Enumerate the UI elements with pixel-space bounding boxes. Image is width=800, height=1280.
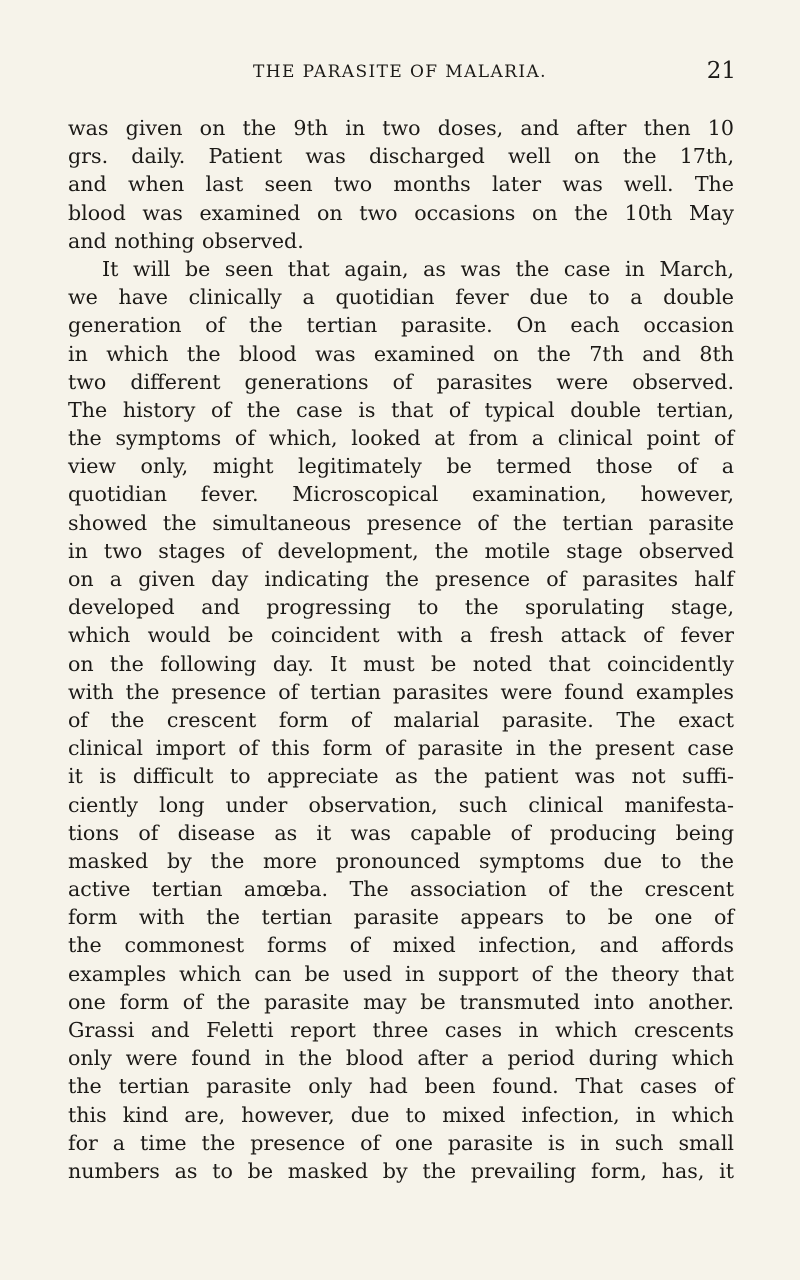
text-line: it is difficult to appreciate as the patient was not suffi-: [68, 764, 734, 789]
text-line: the commonest forms of mixed infection, and affords: [68, 933, 734, 958]
text-line: examples which can be used in support of the theory that: [68, 961, 734, 986]
text-line: the symptoms of which, looked at from a clinical point of: [68, 426, 734, 451]
text-line: Grassi and Feletti report three cases in which crescents: [68, 1018, 734, 1042]
text-line: quotidian fever. Microscopical examination, however,: [68, 482, 734, 507]
text-line: in two stages of development, the motile stage observed: [68, 538, 734, 563]
text-line: and when last seen two months later was well. The: [68, 172, 734, 197]
text-line: clinical import of this form of parasite in the present case: [68, 736, 734, 761]
text-line: developed and progressing to the sporulating stage,: [68, 595, 734, 620]
text-line: It will be seen that again, as was the case in March,: [102, 256, 734, 281]
text-line: ciently long under observation, such clinical manifesta-: [68, 792, 734, 817]
text-line: active tertian amœba. The association of the crescent: [68, 877, 734, 902]
text-line: generation of the tertian parasite. On each occasion: [68, 313, 734, 338]
text-line: on a given day indicating the presence of parasites half: [68, 567, 734, 591]
text-line: on the following day. It must be noted that coincidently: [68, 651, 734, 676]
text-line: two different generations of parasites were observed.: [68, 369, 734, 394]
text-line: with the presence of tertian parasites were found examples: [68, 679, 734, 704]
text-line: the tertian parasite only had been found. That cases of: [68, 1074, 734, 1099]
text-line: form with the tertian parasite appears to be one of: [68, 905, 734, 930]
text-line: blood was examined on two occasions on the 10th May: [68, 200, 734, 225]
text-line: we have clinically a quotidian fever due to a double: [68, 285, 734, 310]
text-line: this kind are, however, due to mixed infection, in which: [68, 1102, 734, 1127]
body-text: [68, 114, 734, 1185]
text-line: of the crescent form of malarial parasite. The exact: [68, 707, 734, 732]
text-line: and nothing observed.: [68, 228, 304, 253]
text-line: showed the simultaneous presence of the tertian parasite: [68, 510, 734, 535]
text-line: in which the blood was examined on the 7th and 8th: [68, 341, 734, 366]
text-line: The history of the case is that of typical double tertian,: [68, 397, 734, 422]
paragraph: [68, 114, 734, 255]
page-number: 21: [706, 58, 736, 84]
text-line: one form of the parasite may be transmuted into another.: [68, 989, 734, 1014]
running-head: [0, 58, 800, 98]
text-line: tions of disease as it was capable of producing being: [68, 820, 734, 845]
text-line: view only, might legitimately be termed those of a: [68, 454, 734, 479]
running-head-title: THE PARASITE OF MALARIA.: [253, 62, 547, 82]
text-line: which would be coincident with a fresh attack of fever: [68, 623, 734, 648]
text-line: numbers as to be masked by the prevailing form, has, it: [68, 1158, 734, 1183]
paragraph: [68, 255, 734, 1185]
text-line: for a time the presence of one parasite is in such small: [68, 1130, 734, 1155]
text-line: only were found in the blood after a period during which: [68, 1046, 734, 1071]
text-line: was given on the 9th in two doses, and after then 10: [68, 116, 734, 140]
text-line: masked by the more pronounced symptoms due to the: [68, 848, 734, 873]
text-line: grs. daily. Patient was discharged well on the 17th,: [68, 144, 734, 169]
